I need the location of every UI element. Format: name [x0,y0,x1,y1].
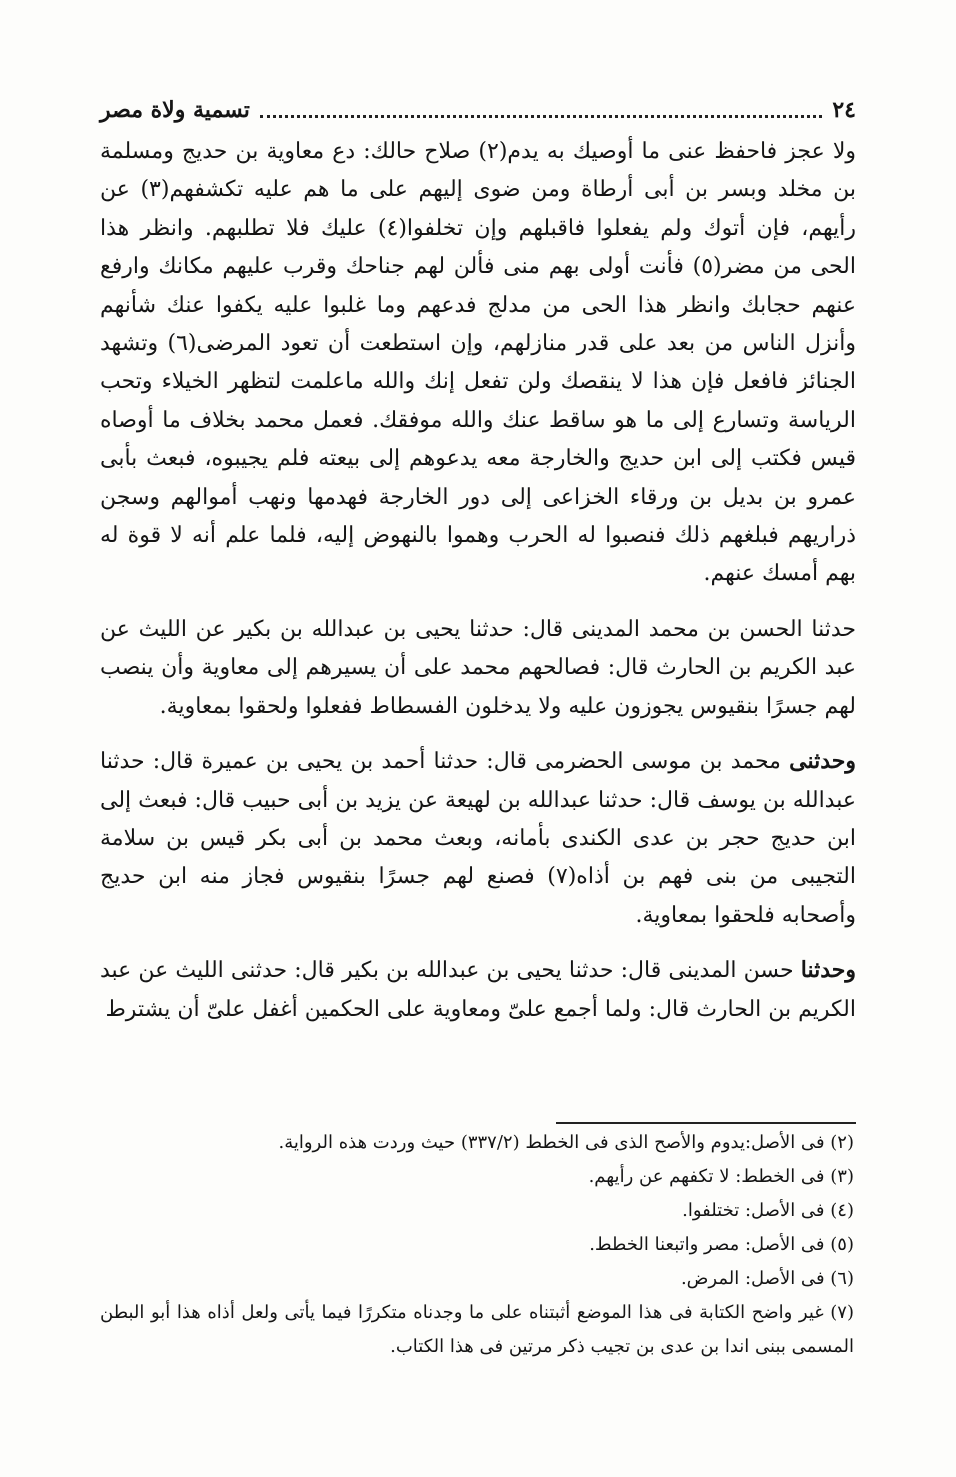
footnote: (٦) فى الأصل: المرض. [680,1268,854,1289]
footnote: (٥) فى الأصل: مصر واتبعنا الخطط. [589,1234,854,1255]
paragraph [100,742,856,935]
footnote: (٧) غير واضح الكتابة فى هذا الموضع أثبتناه على ما وجدناه متكررًا فيما يأتى ولعل أذاه هذا أبو البطن المسمى ببنى اندا بن عدى بن تجيب ذكر مرتين فى هذا الكتاب. [100,1302,854,1357]
footnote: (٣) فى الخطط: لا تكفهم عن رأيهم. [588,1166,854,1187]
paragraph [100,951,856,1029]
paragraph [100,610,856,726]
paragraph-text: محمد بن موسى الحضرمى قال: حدثنا أحمد بن يحيى بن عميرة قال: حدثنا عبدالله بن يوسف قال: حدثنا عبدالله بن لهيعة عن يزيد بن أبى حبيب قال: فبعث إلى ابن حديج حجر بن عدى الكندى بأمانه، وبعث محمد بن أبى بكر قيس بن سلامة التجيبى من بنى فهم بن أذاه(٧) فصنع لهم جسرًا بنقيوس فجاز منه ابن حديج وأصحابه فلحقوا بمعاوية. [100,749,856,928]
footnote-separator [556,1122,856,1124]
footnote: (٢) فى الأصل:يدوم والأصح الذى فى الخطط (٣٣٧/٢) حيث وردت هذه الرواية. [278,1132,854,1153]
main-text [100,132,856,1029]
paragraph-text: حدثنا الحسن بن محمد المدينى قال: حدثنا يحيى بن عبدالله بن بكير عن الليث عن عبد الكريم بن الحارث قال: فصالحهم محمد على أن يسيرهم إلى معاوية وأن ينصب لهم جسرًا بنقيوس يجوزون عليه ولا يدخلون الفسطاط ففعلوا ولحقوا بمعاوية. [100,616,856,719]
running-header [100,90,856,130]
running-title: تسمية ولاة مصر [100,97,250,123]
page-number: ٢٤ [832,97,856,123]
footnotes [100,1126,856,1364]
footnote: (٤) فى الأصل: تختلفوا. [682,1200,854,1221]
paragraph-text: حسن المدينى قال: حدثنا يحيى بن عبدالله بن بكير قال: حدثنى الليث عن عبد الكريم بن الحارث قال: ولما أجمع علىّ ومعاوية على الحكمين أغفل علىّ أن يشترط [100,958,856,1022]
header-leader-dots [260,115,822,118]
paragraph-lead: وحدثنا [800,957,856,984]
paragraph-text: ولا عجز فاحفظ عنى ما أوصيك به يدم(٢) صلاح حالك: دع معاوية بن حديج ومسلمة بن مخلد وبسر بن أبى أرطاة ومن ضوى إليهم على ما هم عليه تكشفهم(٣) عن رأيهم، فإن أتوك ولم يفعلوا فاقبلهم وإن تخلفوا(٤) عليك فلا تطلبهم. وانظر هذا الحى من مضر(٥) فأنت أولى بهم منى فألن لهم جناحك وقرب عليهم مكانك وارفع عنهم حجابك وانظر هذا الحى من مدلج فدعهم وما غلبوا عليه يكفوا عنك شأنهم وأنزل الناس من بعد على قدر منازلهم، وإن استطعت أن تعود المرضى(٦) وتشهد الجنائز فافعل فإن هذا لا ينقصك ولن تفعل إنك والله ماعلمت لتظهر الخيلاء وتحب الرياسة وتسارع إلى ما هو ساقط عنك والله موفقك. فعمل محمد بخلاف ما أوصاه قيس فكتب إلى ابن حديج والخارجة معه يدعوهم إلى بيعته فلم يجيبوه، فبعث بأبى عمرو بن بديل بن ورقاء الخزاعى إلى دور الخارجة فهدمها ونهب أموالهم وسجن ذراريهم فبلغهم ذلك فنصبوا له الحرب وهموا بالنهوض إليه، فلما علم أنه لا قوة له بهم أمسك عنهم. [100,139,857,587]
paragraph-lead: وحدثنى [789,748,856,775]
paragraph [100,132,856,594]
